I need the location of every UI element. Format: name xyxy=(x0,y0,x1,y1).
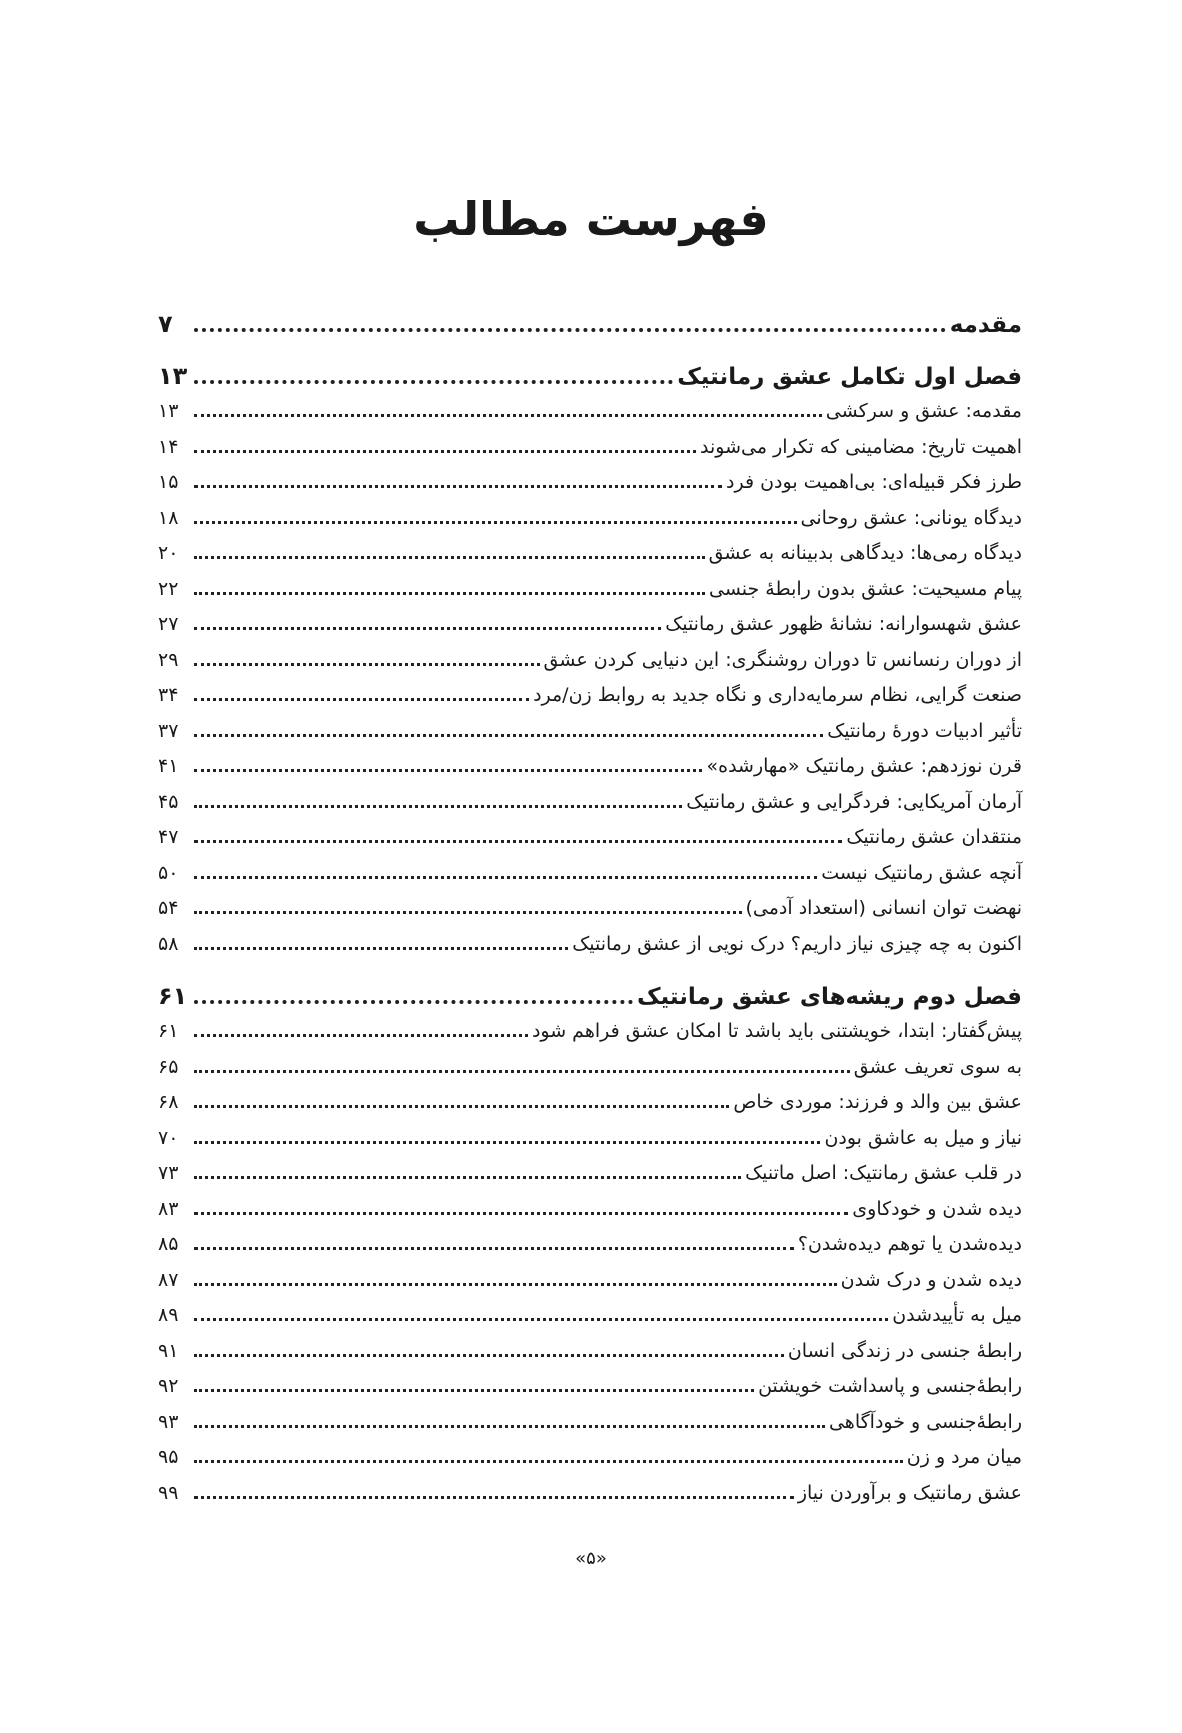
toc-entry-label: دیدگاه یونانی: عشق روحانی xyxy=(800,506,1022,529)
dot-leader xyxy=(194,1069,850,1073)
toc-entry-label: دیدگاه رمی‌ها: دیدگاهی بدبینانه به عشق xyxy=(708,542,1022,564)
toc-entry-label: از دوران رنسانس تا دوران روشنگری: این دنیایی کردن عشق xyxy=(543,648,1022,671)
toc-entry-label: به سوی تعریف عشق xyxy=(853,1055,1022,1078)
dot-leader xyxy=(194,1175,741,1179)
toc-entry-row xyxy=(158,613,1022,649)
toc-entry-row xyxy=(158,1446,1022,1482)
toc-entry-label: قرن نوزدهم: عشق رمانتیک «مهارشده» xyxy=(706,755,1022,777)
dot-leader xyxy=(194,1033,528,1037)
dot-leader xyxy=(194,733,823,737)
toc-entry-label: اهمیت تاریخ: مضامینی که تکرار می‌شوند xyxy=(700,435,1022,458)
toc-page-number: ۶۱ xyxy=(158,982,188,1010)
toc-page-number: ۷ xyxy=(158,310,173,338)
toc-entry-row xyxy=(158,720,1022,756)
toc-page-number: ۱۵ xyxy=(158,471,179,493)
toc-entry-row xyxy=(158,1162,1022,1198)
toc-entry-row xyxy=(158,897,1022,933)
toc-page-number: ۱۳ xyxy=(158,400,179,422)
dot-leader xyxy=(194,662,540,666)
dot-leader xyxy=(194,697,529,701)
toc-chapter2-row xyxy=(158,982,1022,1020)
toc-entry-row xyxy=(158,1269,1022,1305)
dot-leader xyxy=(194,839,842,843)
toc-page-number: ۸۵ xyxy=(158,1233,179,1255)
toc-page-number: ۲۹ xyxy=(158,648,179,671)
toc-entry-row xyxy=(158,578,1022,614)
dot-leader xyxy=(194,1140,820,1144)
toc-page-number: ۲۲ xyxy=(158,577,179,600)
dot-leader xyxy=(194,1282,837,1286)
toc-entry-row xyxy=(158,933,1022,969)
toc-page-number: ۸۳ xyxy=(158,1197,179,1220)
toc-entry-row xyxy=(158,755,1022,791)
toc-entry-row xyxy=(158,862,1022,898)
toc-page-number: ۴۵ xyxy=(158,790,179,813)
dot-leader xyxy=(194,1353,784,1357)
toc-entry-row xyxy=(158,1020,1022,1056)
dot-leader xyxy=(194,449,696,453)
toc-page-number: ۵۴ xyxy=(158,897,179,919)
chapter2-entries xyxy=(158,1020,1022,1517)
toc-page-number: ۵۰ xyxy=(158,861,179,884)
toc-entry-row xyxy=(158,1411,1022,1447)
dot-leader xyxy=(194,804,682,808)
toc-entry-row xyxy=(158,542,1022,578)
toc-entry-row xyxy=(158,684,1022,720)
toc-entry-row xyxy=(158,1127,1022,1163)
toc-page-number: ۳۷ xyxy=(158,719,179,742)
toc-entry-label: عشق شهسوارانه: نشانۀ ظهور عشق رمانتیک xyxy=(665,613,1022,635)
toc-page-number: ۱۳ xyxy=(158,362,188,390)
toc-page-number: ۷۰ xyxy=(158,1126,179,1149)
toc-page-number: ۲۷ xyxy=(158,613,179,635)
dot-leader xyxy=(194,327,946,332)
toc-entry-label: آرمان آمریکایی: فردگرایی و عشق رمانتیک xyxy=(686,790,1022,813)
toc-entry-label: مقدمه: عشق و سرکشی xyxy=(825,400,1022,422)
toc-entry-row xyxy=(158,471,1022,507)
toc-page-number: ۳۴ xyxy=(158,684,179,706)
toc-page-number: ۴۱ xyxy=(158,755,179,777)
dot-leader xyxy=(194,1495,794,1499)
toc-chapter1-row xyxy=(158,362,1022,400)
toc-entry-label: رابطۀجنسی و خودآگاهی xyxy=(828,1410,1022,1433)
toc-entry-row xyxy=(158,1198,1022,1234)
toc-page-number: ۴۷ xyxy=(158,826,179,848)
toc-entry-row xyxy=(158,1091,1022,1127)
toc-entry-label: دیده‌شدن یا توهم دیده‌شدن؟ xyxy=(797,1233,1022,1255)
toc-heading-label: مقدمه xyxy=(949,312,1022,338)
toc-entry-label: طرز فکر قبیله‌ای: بی‌اهمیت بودن فرد xyxy=(726,471,1022,493)
dot-leader xyxy=(194,999,633,1004)
dot-leader xyxy=(194,1388,754,1392)
table-of-contents xyxy=(158,310,1022,1517)
toc-page-number: ۷۳ xyxy=(158,1162,179,1184)
toc-entry-row xyxy=(158,1233,1022,1269)
toc-entry-label: پیام مسیحیت: عشق بدون رابطۀ جنسی xyxy=(709,577,1022,600)
chapter1-entries xyxy=(158,400,1022,968)
toc-heading-label: فصل اول تکامل عشق رمانتیک xyxy=(677,364,1022,390)
toc-entry-label: نیاز و میل به عاشق بودن xyxy=(824,1126,1022,1149)
dot-leader xyxy=(194,946,568,950)
toc-page-number: ۸۷ xyxy=(158,1268,179,1291)
toc-entry-label: رابطۀ جنسی در زندگی انسان xyxy=(787,1339,1022,1362)
toc-page-number: ۹۱ xyxy=(158,1339,179,1362)
toc-entry-label: آنچه عشق رمانتیک نیست xyxy=(821,861,1022,884)
dot-leader xyxy=(194,1211,848,1215)
dot-leader xyxy=(194,379,673,384)
toc-entry-row xyxy=(158,1304,1022,1340)
toc-entry-label: عشق رمانتیک و برآوردن نیاز xyxy=(797,1481,1022,1504)
toc-entry-label: اکنون به چه چیزی نیاز داریم؟ درک نویی از عشق رمانتیک xyxy=(572,932,1022,955)
toc-entry-label: صنعت گرایی، نظام سرمایه‌داری و نگاه جدید به روابط زن/مرد xyxy=(533,684,1022,706)
toc-entry-label: منتقدان عشق رمانتیک xyxy=(846,826,1022,848)
toc-entry-label: نهضت توان انسانی (استعداد آدمی) xyxy=(745,897,1022,919)
dot-leader xyxy=(194,520,797,524)
toc-page-number: ۶۸ xyxy=(158,1091,179,1113)
toc-page-number: ۱۸ xyxy=(158,506,179,529)
toc-entry-label: دیده شدن و خودکاوی xyxy=(852,1197,1022,1220)
toc-heading-label: فصل دوم ریشه‌های عشق رمانتیک xyxy=(636,984,1022,1010)
toc-entry-row xyxy=(158,1375,1022,1411)
dot-leader xyxy=(194,1317,888,1321)
toc-entry-row xyxy=(158,1340,1022,1376)
toc-page-number: ۲۰ xyxy=(158,542,179,564)
toc-entry-label: عشق بین والد و فرزند: موردی خاص xyxy=(733,1091,1022,1113)
toc-entry-label: تأثیر ادبیات دورۀ رمانتیک xyxy=(827,719,1022,742)
dot-leader xyxy=(194,1104,729,1108)
dot-leader xyxy=(194,591,705,595)
toc-page-number: ۵۸ xyxy=(158,932,179,955)
toc-entry-label: دیده شدن و درک شدن xyxy=(840,1268,1022,1291)
toc-page-number: ۹۳ xyxy=(158,1410,179,1433)
toc-entry-row xyxy=(158,1056,1022,1092)
toc-page-number: ۶۵ xyxy=(158,1055,179,1078)
dot-leader xyxy=(194,910,742,914)
toc-entry-label: پیش‌گفتار: ابتدا، خویشتنی باید باشد تا امکان عشق فراهم شود xyxy=(531,1020,1022,1042)
dot-leader xyxy=(194,1459,903,1463)
toc-entry-label: در قلب عشق رمانتیک: اصل ماتنیک xyxy=(745,1162,1022,1184)
toc-page-number: ۹۲ xyxy=(158,1375,179,1397)
dot-leader xyxy=(194,555,705,559)
dot-leader xyxy=(194,1246,794,1250)
toc-page-number: ۶۱ xyxy=(158,1020,179,1042)
dot-leader xyxy=(194,768,702,772)
toc-page-number: ۹۹ xyxy=(158,1481,179,1504)
toc-entry-row xyxy=(158,507,1022,543)
page-title: فهرست مطالب xyxy=(413,192,769,246)
toc-entry-label: میان مرد و زن xyxy=(906,1446,1022,1468)
dot-leader xyxy=(194,1424,825,1428)
dot-leader xyxy=(194,484,722,488)
toc-page-number: ۸۹ xyxy=(158,1304,179,1326)
toc-entry-row xyxy=(158,826,1022,862)
toc-page-number: ۹۵ xyxy=(158,1446,179,1468)
dot-leader xyxy=(194,875,817,879)
toc-entry-row xyxy=(158,1482,1022,1518)
toc-entry-label: رابطۀجنسی و پاسداشت خویشتن xyxy=(758,1375,1022,1397)
dot-leader xyxy=(194,626,661,630)
toc-entry-row xyxy=(158,649,1022,685)
toc-entry-row xyxy=(158,400,1022,436)
toc-entry-label: میل به تأییدشدن xyxy=(892,1304,1022,1326)
toc-intro-row xyxy=(158,310,1022,348)
toc-entry-row xyxy=(158,436,1022,472)
toc-page-number: ۱۴ xyxy=(158,435,179,458)
toc-entry-row xyxy=(158,791,1022,827)
dot-leader xyxy=(194,413,822,417)
page-number-footer: «۵» xyxy=(575,1548,607,1569)
